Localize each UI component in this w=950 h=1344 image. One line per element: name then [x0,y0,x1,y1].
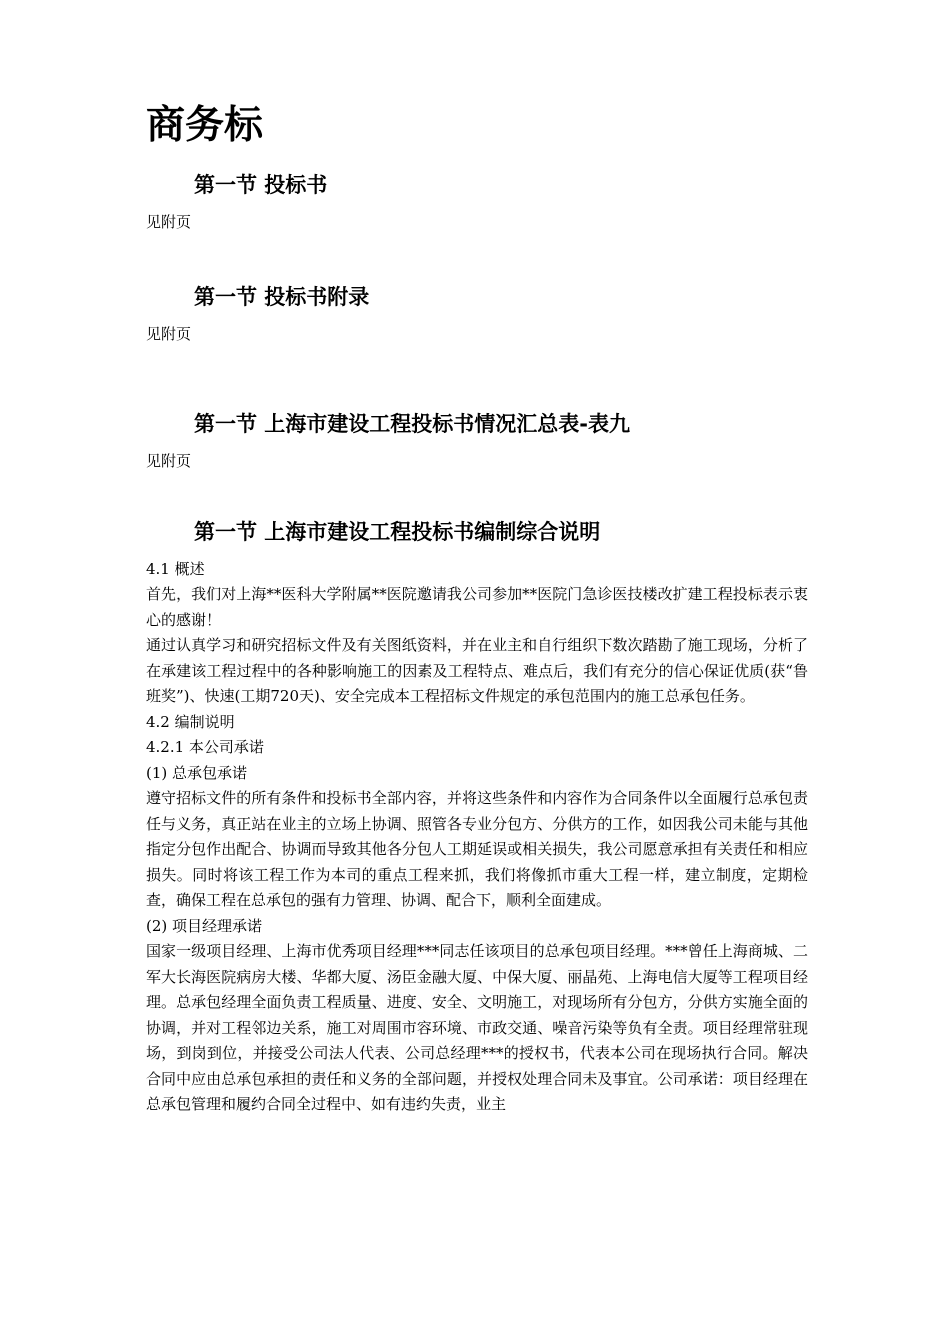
document-page [146,100,808,1118]
section-title-summary-table: 第一节 上海市建设工程投标书情况汇总表-表九 [194,412,631,436]
paragraph-general-contract: 遵守招标文件的所有条件和投标书全部内容，并将这些条件和内容作为合同条件以全面履行总承包责任与义务，真正站在业主的立场上协调、照管各专业分包方、分供方的工作，如因我公司未能与其他指定分包作出配合、协调而导致其他各分包人工期延误或相关损失，我公司愿意承担有关责任和相应损失。同时将该工程工作为本司的重点工程来抓，我们将像抓市重大工程一样，建立制度，定期检查，确保工程在总承包的强有力管理、协调、配合下，顺利全面建成。 [146,789,808,909]
document-title: 商务标 [146,103,264,148]
paragraph-project-manager: 国家一级项目经理、上海市优秀项目经理***同志任该项目的总承包项目经理。***曾任上海商城、二军大长海医院病房大楼、华都大厦、汤臣金融大厦、中保大厦、丽晶苑、上海电信大厦等工程项目经理。总承包经理全面负责工程质量、进度、安全、文明施工，对现场所有分包方，分供方实施全面的协调，并对工程邻边关系，施工对周围市容环境、市政交通、噪音污染等负有全责。项目经理常驻现场，到岗到位，并接受公司法人代表、公司总经理***的授权书，代表本公司在现场执行合同。解决合同中应由总承包承担的责任和义务的全部问题，并授权处理合同未及事宜。公司承诺：项目经理在总承包管理和履约合同全过程中、如有违约失责，业主 [146,942,808,1113]
paragraph-project-manager-heading: (2) 项目经理承诺 [146,916,263,935]
paragraph-general-contract-heading: (1) 总承包承诺 [146,763,248,782]
paragraph-overview-heading: 4.1 概述 [146,559,205,578]
paragraph-commitment-heading: 4.2.1 本公司承诺 [146,738,264,756]
paragraph-thanks: 首先，我们对上海**医科大学附属**医院邀请我公司参加**医院门急诊医技楼改扩建工程投标表示衷心的感谢！ [146,585,808,629]
paragraph-compilation-heading: 4.2 编制说明 [146,712,235,731]
section-title-bid-appendix: 第一节 投标书附录 [194,284,370,309]
section-title-compilation-notes: 第一节 上海市建设工程投标书编制综合说明 [194,519,601,544]
section-title-bid-letter: 第一节 投标书 [194,173,328,197]
section-body-summary-table: 见附页 [146,452,192,470]
paragraph-study: 通过认真学习和研究招标文件及有关图纸资料，并在业主和自行组织下数次踏勘了施工现场，分析了在承建该工程过程中的各种影响施工的因素及工程特点、难点后，我们有充分的信心保证优质(获“鲁班奖”)、快速(工期720天)、安全完成本工程招标文件规定的承包范围内的施工总承包任务。 [146,636,808,705]
section-body-bid-appendix: 见附页 [146,324,192,343]
section-body-bid-letter: 见附页 [146,213,192,231]
